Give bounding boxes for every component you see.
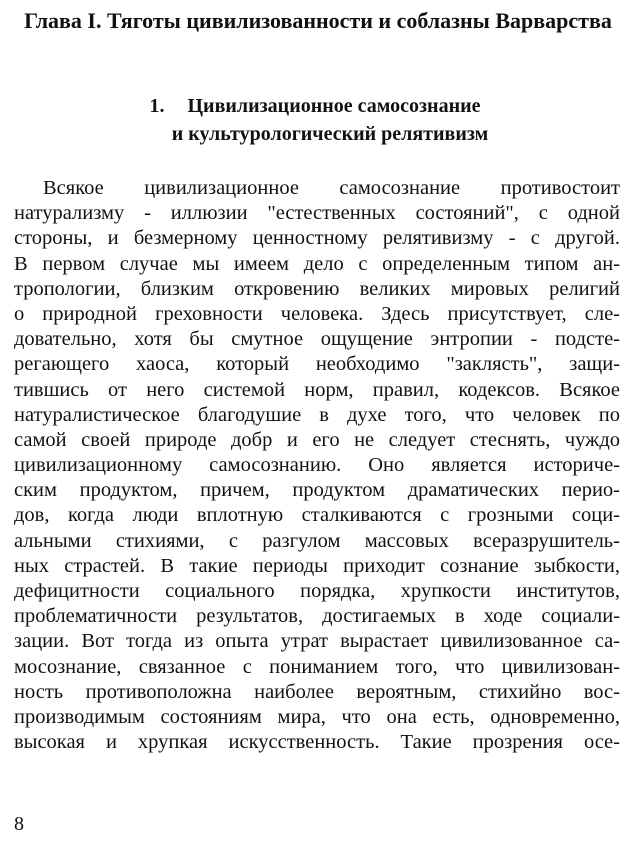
page-number: 8	[14, 813, 24, 835]
text-line: самой своей природе добр и его не следует стеснять, чуждо	[14, 428, 620, 451]
text-line: тившись от него системой норм, правил, кодексов. Всякое	[14, 378, 620, 401]
text-line: В первом случае мы имеем дело с определенным типом ан-	[14, 252, 620, 275]
text-line: регающего хаоса, который необходимо "заклясть", защи-	[14, 353, 620, 376]
text-line: стороны, и безмерному ценностному релятивизму - с другой.	[14, 227, 620, 250]
text-line: тропологии, близким откровению великих мировых религий	[14, 277, 620, 300]
text-line: проблематичности результатов, достигаемых в ходе социали-	[14, 605, 620, 628]
section-title-line-2: и культурологический релятивизм	[171, 123, 489, 145]
chapter-title: Глава I. Тяготы цивилизованности и соблазны Варварства	[24, 8, 612, 33]
section-heading-line-1	[20, 92, 616, 120]
body-paragraph	[14, 176, 620, 755]
text-line: довательно, хотя бы смутное ощущение энтропии - подсте-	[14, 328, 620, 351]
text-line: натурализму - иллюзии "естественных состояний", с одной	[14, 202, 620, 225]
section-title-line-1: Цивилизационное самосознание	[187, 95, 481, 117]
text-line: мосознание, связанное с пониманием того, что цивилизован-	[14, 655, 620, 678]
text-line: натуралистическое благодушие в духе того, что человек по	[14, 403, 620, 426]
text-line: альными стихиями, с разгулом массовых всеразрушитель-	[14, 529, 620, 552]
text-line: ных страстей. В такие периоды приходит сознание зыбкости,	[14, 554, 620, 577]
text-line: о природной греховности человека. Здесь присутствует, сле-	[14, 302, 620, 325]
section-number: 1.	[149, 95, 165, 117]
text-line: производимым состояниям мира, что она есть, одновременно,	[14, 705, 620, 728]
text-line: зации. Вот тогда из опыта утрат вырастает цивилизованное са-	[14, 630, 620, 653]
text-line: цивилизационному самосознанию. Оно является историче-	[14, 454, 620, 477]
text-line: ским продуктом, причем, продуктом драматических перио-	[14, 479, 620, 502]
text-line: дефицитности социального порядка, хрупкости институтов,	[14, 580, 620, 602]
section-heading	[20, 92, 616, 148]
text-line: дов, когда люди вплотную сталкиваются с грозными соци-	[14, 504, 620, 527]
text-line: Всякое цивилизационное самосознание противостоит	[43, 177, 620, 199]
text-line: высокая и хрупкая искусственность. Такие прозрения осе-	[14, 731, 620, 754]
text-line: ность противоположна наиболее вероятным, стихийно вос-	[14, 680, 620, 703]
